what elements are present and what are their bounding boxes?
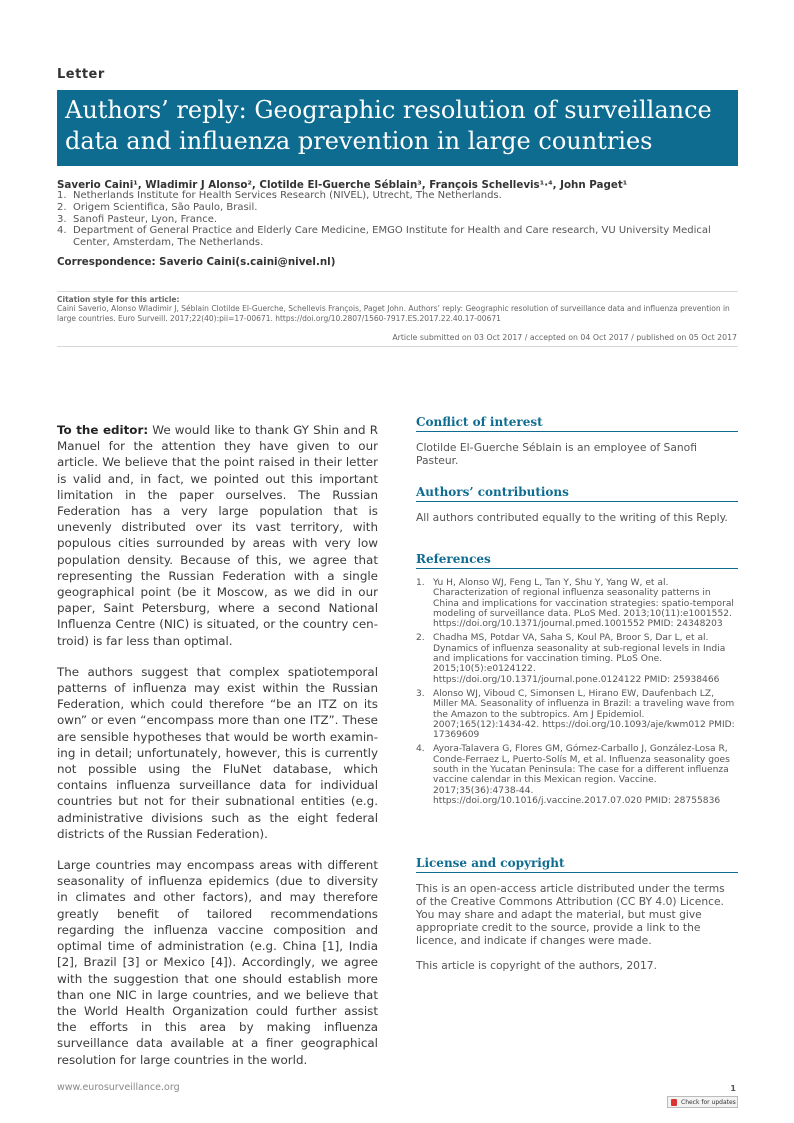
affiliation-text: Origem Scientifica, São Paulo, Brasil. xyxy=(73,201,258,213)
main-text xyxy=(57,422,378,1083)
affiliation-text: Netherlands Institute for Health Services Research (NIVEL), Utrecht, The Netherlands. xyxy=(73,190,502,201)
reference-number: 2. xyxy=(416,633,425,644)
check-for-updates-label: Check for updates xyxy=(681,1098,736,1106)
license-section xyxy=(416,856,738,972)
reference-item xyxy=(416,633,738,684)
body-paragraph: Large countries may encompass areas with different seasonality of influenza epidemics (due to diversity in climates and other factors), and may therefore greatly benefit of tailored recommendations regarding the influenza vaccine composition and optimal time of administration (e.g. China [1], India [2], Brazil [3] or Mexico [4]). Accordingly, we agree with the suggestion that one should establish more than one NIC in large countries, and we believe that the World Health Organization could further assist the efforts in this area by making influenza surveillance data available at a finer geographical resolution for large countries in the world. xyxy=(57,858,378,1067)
citation-heading: Citation style for this article: xyxy=(57,295,180,304)
article-title xyxy=(57,90,738,166)
contributions-section xyxy=(416,485,738,524)
reference-item xyxy=(416,578,738,629)
affiliation-item xyxy=(57,214,742,226)
reference-number: 3. xyxy=(416,688,425,699)
affiliation-number: 1. xyxy=(57,190,67,201)
citation-text: Caini Saverio, Alonso Wladimir J, Séblain Clotilde El-Guerche, Schellevis François, Paget John. Authors’ reply: Geographic resolution of surveillance data and influenza prevention in large countries. Euro Surveill. 2017;22(40):pii=17-00671. https://doi.org/10.2807/1560-7917.ES.2017.22.40.17-00671 xyxy=(57,304,730,323)
reference-text: Ayora-Talavera G, Flores GM, Gómez-Carballo J, González-Losa R, Conde-Ferraez L, Puerto-Solís M, et al. Influenza seasonality goes south in the Yucatan Peninsula: The case for a different influenza vaccine calendar in this Mexican region. Vaccine. 2017;35(36):4738-44. https://doi.org/10.1016/j.vaccine.2017.07.020 PMID: 28755836 xyxy=(433,744,730,806)
copyright-text: This article is copyright of the authors, 2017. xyxy=(416,959,657,972)
reference-text: Alonso WJ, Viboud C, Simonsen L, Hirano EW, Daufenbach LZ, Miller MA. Seasonality of influenza in Brazil: a traveling wave from the Amazon to the subtropics. Am J Epidemiol. 2007;165(12):1434-42. https://doi.org/10.1093/aje/kwm012 PMID: 17369609 xyxy=(433,688,735,741)
paragraph-text: We would like to thank GY Shin and R Manuel for the attention they have given to our article. We believe that the point raised in their letter is valid and, in fact, we pointed out this important limitation in the paper ourselves. The Russian Federation has a very large population that is unevenly distributed over its vast territory, with populous cities surrounded by areas with very low population density. Because of this, we agree that representing the Russian Federation with a single geographical point (be it Moscow, as we did in our paper, Saint Petersburg, where a second National Influenza Centre (NIC) is situated, or the country centroid) is far less than optimal. xyxy=(57,423,378,648)
conflict-heading: Conflict of interest xyxy=(416,415,738,432)
section-label: Letter xyxy=(57,67,105,82)
correspondence: Correspondence: Saverio Caini(s.caini@nivel.nl) xyxy=(57,256,336,268)
license-text: This is an open-access article distributed under the terms of the Creative Commons Attribution (CC BY 4.0) Licence. You may share and adapt the material, but must give appropriate credit to the source, provide a link to the licence, and indicate if changes were made. xyxy=(416,882,725,947)
article-dates: Article submitted on 03 Oct 2017 / accepted on 04 Oct 2017 / published on 05 Oct 2017 xyxy=(392,333,737,342)
affiliation-item xyxy=(57,190,742,202)
citation-block xyxy=(57,291,738,323)
updates-icon xyxy=(671,1099,677,1106)
reference-text: Chadha MS, Potdar VA, Saha S, Koul PA, Broor S, Dar L, et al. Dynamics of influenza seasonality at sub-regional levels in India and implications for vaccination timing. PLoS One. 2015;10(5):e0124122. https://doi.org/10.1371/journal.pone.0124122 PMID: 25938466 xyxy=(433,633,726,685)
affiliation-number: 4. xyxy=(57,225,67,237)
article-title-line: data and influenza prevention in large countries xyxy=(65,127,653,155)
contributions-heading: Authors’ contributions xyxy=(416,485,738,502)
conflict-section xyxy=(416,415,738,467)
affiliation-number: 2. xyxy=(57,201,67,213)
body-paragraph xyxy=(57,422,378,649)
references-section xyxy=(416,552,738,810)
article-title-line: Authors’ reply: Geographic resolution of surveillance xyxy=(65,96,712,124)
reference-list xyxy=(416,578,738,806)
divider xyxy=(57,346,738,347)
author-list: Saverio Caini¹, Wladimir J Alonso², Clotilde El-Guerche Séblain³, François Schellevis¹·⁴, John Paget¹ xyxy=(57,179,628,191)
reference-item xyxy=(416,744,738,806)
conflict-text: Clotilde El-Guerche Séblain is an employee of Sanofi Pasteur. xyxy=(416,441,697,467)
contributions-text: All authors contributed equally to the writing of this Reply. xyxy=(416,511,728,524)
affiliation-number: 3. xyxy=(57,213,67,225)
affiliation-item xyxy=(57,225,742,249)
affiliation-item xyxy=(57,202,742,214)
affiliation-text: Department of General Practice and Elderly Care Medicine, EMGO Institute for Health and Care research, VU University Medical Center, Amsterdam, The Netherlands. xyxy=(73,225,711,249)
check-for-updates-button[interactable] xyxy=(667,1096,738,1108)
reference-number: 4. xyxy=(416,744,425,755)
reference-item xyxy=(416,689,738,740)
paragraph-lead: To the editor: xyxy=(57,423,149,437)
body-paragraph: The authors suggest that complex spatiotemporal patterns of influenza may exist within the Russian Federation, which could therefore “be an ITZ on its own” or even “encompass more than one ITZ”. These are sensible hypotheses that would be worth examining in detail; unfortunately, however, this is currently not possible using the FluNet database, which contains influenza surveillance data for individual countries but not for their subnational entities (e.g. administrative divisions such as the eight federal districts of the Russian Federation). xyxy=(57,664,378,841)
footer-url: www.eurosurveillance.org xyxy=(57,1082,180,1093)
reference-text: Yu H, Alonso WJ, Feng L, Tan Y, Shu Y, Yang W, et al. Characterization of regional influenza seasonality patterns in China and implications for vaccination strategies: spatio-temporal modeling of surveillance data. PLoS Med. 2013;10(11):e1001552. https://doi.org/10.1371/journal.pmed.1001552 PMID: 24348203 xyxy=(433,578,734,630)
license-heading: License and copyright xyxy=(416,856,738,873)
page-number: 1 xyxy=(730,1084,736,1093)
references-heading: References xyxy=(416,552,738,569)
affiliation-text: Sanofi Pasteur, Lyon, France. xyxy=(73,213,218,225)
reference-number: 1. xyxy=(416,578,425,588)
affiliation-list xyxy=(57,190,742,249)
